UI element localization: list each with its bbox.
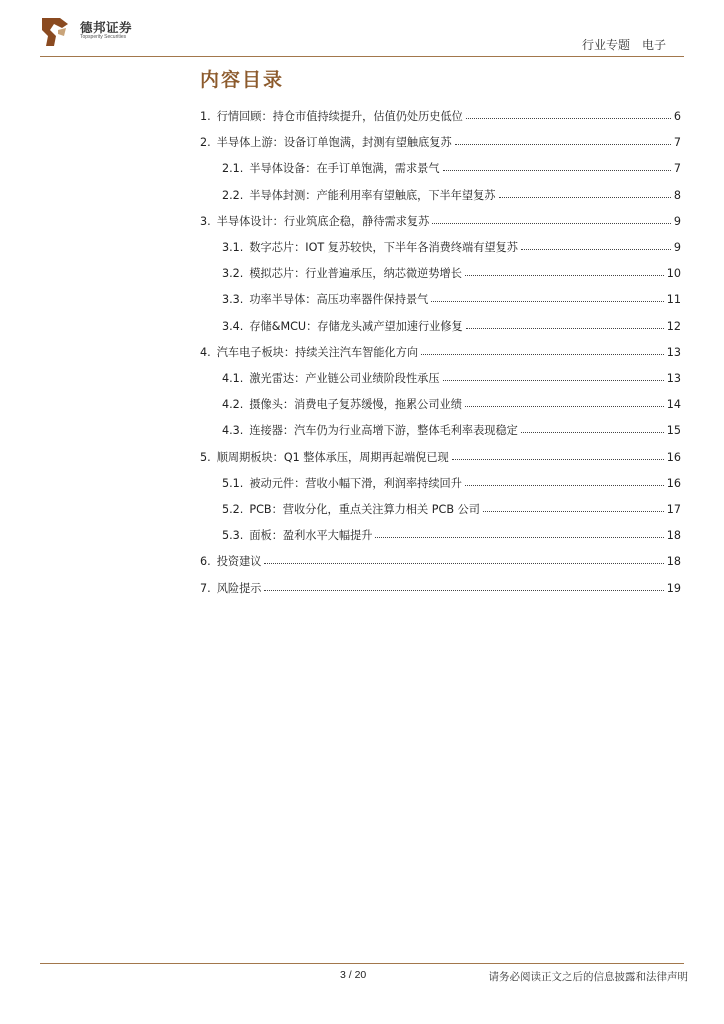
toc-entry[interactable] — [222, 291, 681, 307]
toc-dot-leader — [521, 431, 664, 433]
toc-entry[interactable] — [222, 370, 681, 386]
toc-entry-number: 3. — [200, 214, 211, 228]
toc-entry-page: 7 — [673, 136, 681, 150]
toc-entry-title: 半导体设计：行业筑底企稳，静待需求复苏 — [216, 214, 430, 228]
toc-dot-leader — [483, 510, 664, 512]
toc-entry-title: 被动元件：营收小幅下滑，利润率持续回升 — [249, 476, 462, 490]
toc-entry[interactable] — [200, 553, 681, 569]
toc-entry[interactable] — [222, 422, 681, 438]
toc-entry-number: 4. — [200, 345, 211, 359]
logo-english-text: Topsperity Securities — [80, 34, 127, 40]
toc-dot-leader — [431, 300, 663, 302]
toc-entry[interactable] — [200, 108, 681, 124]
toc-entry[interactable] — [222, 318, 681, 334]
toc-entry-number: 5. — [200, 450, 211, 464]
toc-dot-leader — [466, 117, 671, 119]
toc-entry[interactable] — [200, 213, 681, 229]
toc-dot-leader — [452, 458, 664, 460]
toc-entry[interactable] — [200, 134, 681, 150]
toc-entry-page: 13 — [666, 372, 681, 385]
toc-entry-title: 半导体设备：在手订单饱满，需求景气 — [249, 162, 440, 176]
toc-entry-number: 4.3. — [222, 424, 244, 438]
toc-entry-page: 16 — [666, 476, 681, 490]
toc-entry-number: 4.1. — [222, 372, 244, 385]
toc-entry-page: 18 — [666, 555, 681, 569]
toc-dot-leader — [375, 536, 663, 538]
toc-entry-title: 面板：盈利水平大幅提升 — [249, 529, 373, 543]
page-header — [0, 0, 724, 60]
toc-entry[interactable] — [200, 449, 681, 465]
toc-entry-page: 11 — [666, 293, 681, 307]
legal-notice: 请务必阅读正文之后的信息披露和法律声明 — [488, 971, 688, 983]
toc-entry-title: PCB：营收分化，重点关注算力相关 PCB 公司 — [249, 503, 480, 516]
toc-entry-page: 8 — [673, 188, 681, 202]
company-logo — [40, 16, 160, 50]
toc-entry-title: 投资建议 — [216, 555, 262, 569]
toc-dot-leader — [499, 196, 671, 198]
toc-entry-number: 2.2. — [222, 188, 244, 202]
toc-entry-title: 汽车电子板块：持续关注汽车智能化方向 — [216, 345, 419, 359]
header-divider — [40, 56, 684, 57]
toc-entry[interactable] — [200, 580, 681, 596]
toc-dot-leader — [443, 169, 671, 171]
toc-entry-title: 激光雷达：产业链公司业绩阶段性承压 — [249, 372, 440, 385]
toc-entry-number: 1. — [200, 110, 211, 123]
toc-dot-leader — [465, 274, 664, 276]
toc-entry-page: 9 — [673, 214, 681, 228]
footer-divider — [40, 963, 684, 964]
header-category — [570, 36, 666, 53]
toc-entry-number: 2.1. — [222, 162, 244, 176]
toc-entry-title: 模拟芯片：行业普遍承压，纳芯微逆势增长 — [249, 267, 462, 281]
toc-dot-leader — [521, 248, 671, 250]
toc-entry[interactable] — [222, 160, 681, 176]
toc-entry-number: 3.2. — [222, 267, 244, 281]
toc-entry-title: 连接器：汽车仍为行业高增下游，整体毛利率表现稳定 — [249, 424, 518, 438]
toc-entry-number: 5.2. — [222, 503, 244, 516]
toc-dot-leader — [264, 589, 663, 591]
toc-entry-number: 3.1. — [222, 241, 244, 254]
toc-entry[interactable] — [222, 475, 681, 491]
toc-dot-leader — [264, 562, 663, 564]
toc-entry-page: 10 — [666, 267, 681, 281]
toc-dot-leader — [455, 143, 671, 145]
toc-entry-page: 9 — [673, 241, 681, 254]
toc-entry[interactable] — [222, 265, 681, 281]
toc-dot-leader — [432, 222, 671, 224]
toc-entry-page: 15 — [666, 424, 681, 438]
toc-dot-leader — [465, 405, 664, 407]
toc-entry-page: 12 — [666, 319, 681, 333]
toc-entry-number: 3.3. — [222, 293, 244, 307]
toc-dot-leader — [465, 484, 664, 486]
toc-entry[interactable] — [222, 527, 681, 543]
toc-entry-title: 存储&MCU：存储龙头减产望加速行业修复 — [249, 319, 463, 333]
toc-entry-title: 半导体封测：产能利用率有望触底，下半年望复苏 — [249, 188, 496, 202]
toc-entry-number: 6. — [200, 555, 211, 569]
toc-entry-title: 半导体上游：设备订单饱满，封测有望触底复苏 — [216, 136, 452, 150]
toc-entry[interactable] — [222, 187, 681, 203]
toc-entry-page: 19 — [666, 581, 681, 595]
report-sector: 电子 — [641, 38, 666, 52]
toc-entry-page: 18 — [666, 529, 681, 543]
toc-entry-page: 13 — [666, 345, 681, 359]
toc-entry-page: 7 — [673, 162, 681, 176]
toc-dot-leader — [466, 327, 664, 329]
toc-entry-page: 16 — [666, 450, 681, 464]
toc-entry-number: 4.2. — [222, 398, 244, 412]
toc-entry-number: 5.1. — [222, 476, 244, 490]
toc-heading: 内容目录 — [200, 69, 285, 91]
toc-entry[interactable] — [222, 396, 681, 412]
toc-entry-page: 6 — [673, 110, 681, 123]
toc-entry-title: 风险提示 — [216, 581, 262, 595]
toc-entry-title: 行情回顾：持仓市值持续提升，估值仍处历史低位 — [216, 110, 463, 123]
report-type: 行业专题 — [581, 38, 630, 52]
toc-entry-page: 14 — [666, 398, 681, 412]
toc-entry[interactable] — [200, 344, 681, 360]
toc-entry-number: 2. — [200, 136, 211, 150]
page-number: 3 / 20 — [340, 969, 367, 981]
toc-entry-title: 顺周期板块：Q1 整体承压，周期再起端倪已现 — [216, 450, 449, 464]
toc-entry-title: 数字芯片：IOT 复苏较快，下半年各消费终端有望复苏 — [249, 241, 518, 254]
toc-dot-leader — [443, 379, 664, 381]
toc-dot-leader — [421, 353, 664, 355]
toc-entry-page: 17 — [666, 503, 681, 516]
logo-chinese-text: 德邦证券 — [80, 20, 133, 35]
toc-entry-number: 7. — [200, 581, 211, 595]
toc-entry-title: 摄像头：消费电子复苏缓慢，拖累公司业绩 — [249, 398, 462, 412]
toc-entry[interactable] — [222, 501, 681, 517]
toc-entry-number: 5.3. — [222, 529, 244, 543]
toc-entry[interactable] — [222, 239, 681, 255]
logo-mark-icon — [40, 16, 70, 48]
toc-entry-title: 功率半导体：高压功率器件保持景气 — [249, 293, 429, 307]
toc-entry-number: 3.4. — [222, 319, 244, 333]
